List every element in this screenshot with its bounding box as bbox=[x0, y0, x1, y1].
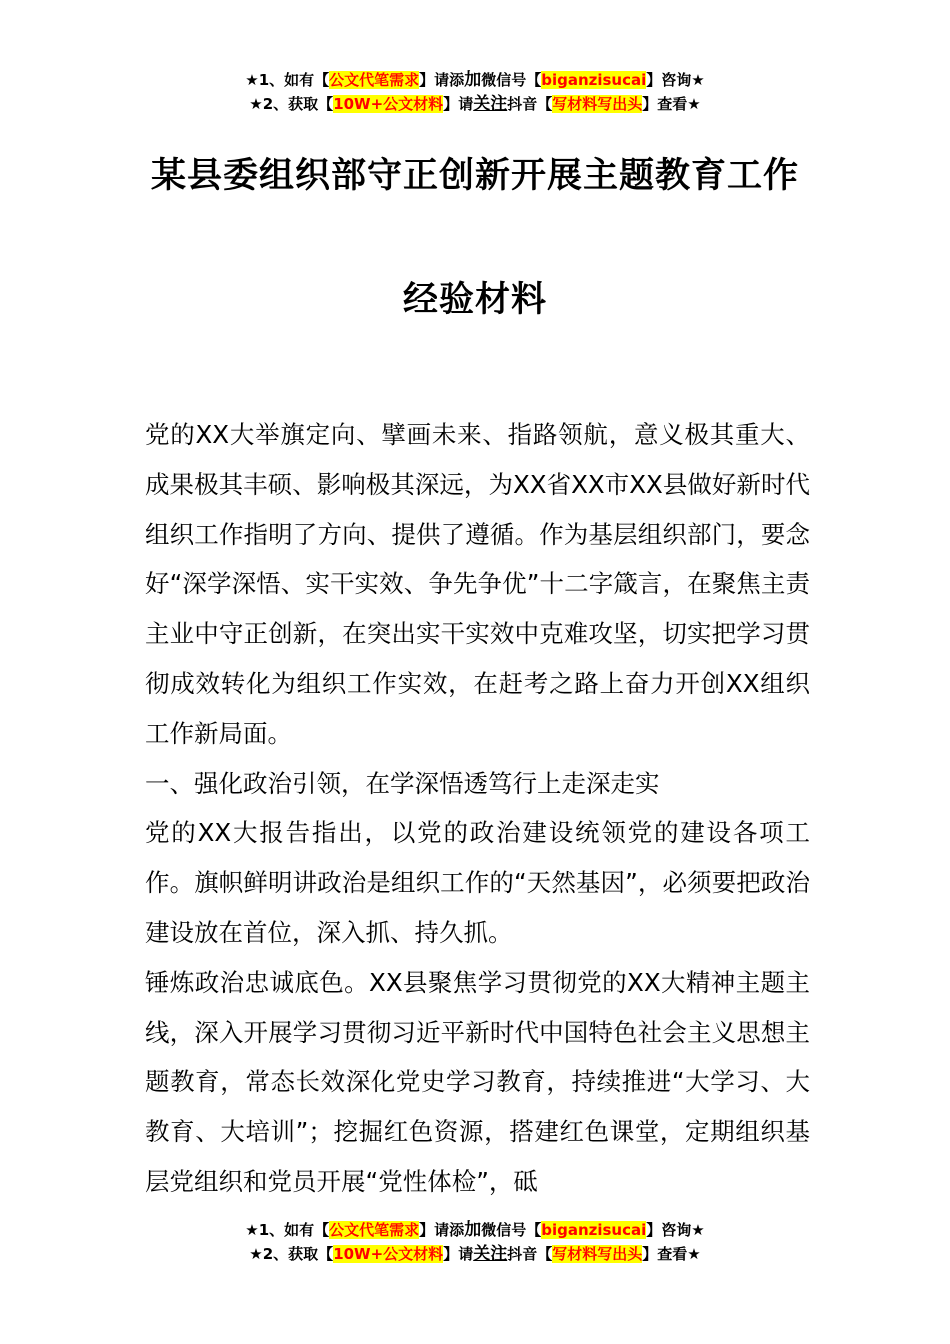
paragraph-intro: 党的XX大举旗定向、擘画未来、指路领航，意义极其重大、成果极其丰硕、影响极其深远，为XX省XX市XX县做好新时代组织工作指明了方向、提供了遵循。作为基层组织部门，要念好“深学深悟、实干实效、争先争优”十二字箴言，在聚焦主责主业中守正创新，在突出实干实效中克难攻坚，切实把学习贯彻成效转化为组织工作实效，在赶考之路上奋力开创XX组织工作新局面。 bbox=[145, 420, 810, 748]
banner-highlight: 10W+公文材料 bbox=[333, 95, 444, 113]
banner-emphasis: 加 bbox=[464, 1220, 482, 1240]
section-heading-1: 一、强化政治引领，在学深悟透笃行上走深走实 bbox=[145, 768, 660, 798]
paragraph-subsection: 锤炼政治忠诚底色。XX县聚焦学习贯彻党的XX大精神主题主线，深入开展学习贯彻习近平新时代中国特色社会主义思想主题教育，常态长效深化党史学习教育，持续推进“大学习、大教育、大培训”；挖掘红色资源，搭建红色课堂，定期组织基层党组织和党员开展“党性体检”，砥 bbox=[145, 967, 810, 1196]
document-body bbox=[145, 410, 810, 1207]
banner-emphasis: 关注 bbox=[473, 1244, 508, 1264]
banner-text: 】查看★ bbox=[642, 95, 701, 113]
document-title-line-1: 某县委组织部守正创新开展主题教育工作 bbox=[150, 156, 799, 196]
banner-text: ★1、如有【 bbox=[245, 71, 330, 89]
banner-line-2 bbox=[0, 1242, 950, 1266]
banner-text: ★2、获取【 bbox=[249, 95, 334, 113]
banner-text: 抖音【 bbox=[507, 95, 553, 113]
banner-highlight: 写材料写出头 bbox=[552, 1245, 643, 1263]
banner-text: 抖音【 bbox=[507, 1245, 553, 1263]
banner-text: ★1、如有【 bbox=[245, 1221, 330, 1239]
banner-text: 】查看★ bbox=[642, 1245, 701, 1263]
banner-text: ★2、获取【 bbox=[249, 1245, 334, 1263]
banner-text: 】咨询★ bbox=[646, 71, 705, 89]
footer-banner bbox=[0, 1218, 950, 1266]
banner-line-1 bbox=[0, 68, 950, 92]
banner-highlight: 公文代笔需求 bbox=[329, 71, 420, 89]
paragraph-section-1: 党的XX大报告指出，以党的政治建设统领党的建设各项工作。旗帜鲜明讲政治是组织工作的“天然基因”，必须要把政治建设放在首位，深入抓、持久抓。 bbox=[145, 818, 810, 947]
banner-highlight: 10W+公文材料 bbox=[333, 1245, 444, 1263]
document-title-line-2: 经验材料 bbox=[402, 280, 547, 320]
banner-text: 】请添 bbox=[419, 71, 465, 89]
banner-text: 】咨询★ bbox=[646, 1221, 705, 1239]
header-banner bbox=[0, 68, 950, 116]
banner-emphasis: 关注 bbox=[473, 94, 508, 114]
banner-text: 微信号【 bbox=[481, 1221, 542, 1239]
banner-highlight: biganzisucai bbox=[541, 1221, 647, 1239]
banner-line-1 bbox=[0, 1218, 950, 1242]
banner-text: 】请 bbox=[443, 1245, 474, 1263]
banner-highlight: 公文代笔需求 bbox=[329, 1221, 420, 1239]
banner-emphasis: 加 bbox=[464, 70, 482, 90]
banner-text: 】请 bbox=[443, 95, 474, 113]
banner-line-2 bbox=[0, 92, 950, 116]
banner-highlight: 写材料写出头 bbox=[552, 95, 643, 113]
banner-highlight: biganzisucai bbox=[541, 71, 647, 89]
banner-text: 】请添 bbox=[419, 1221, 465, 1239]
banner-text: 微信号【 bbox=[481, 71, 542, 89]
